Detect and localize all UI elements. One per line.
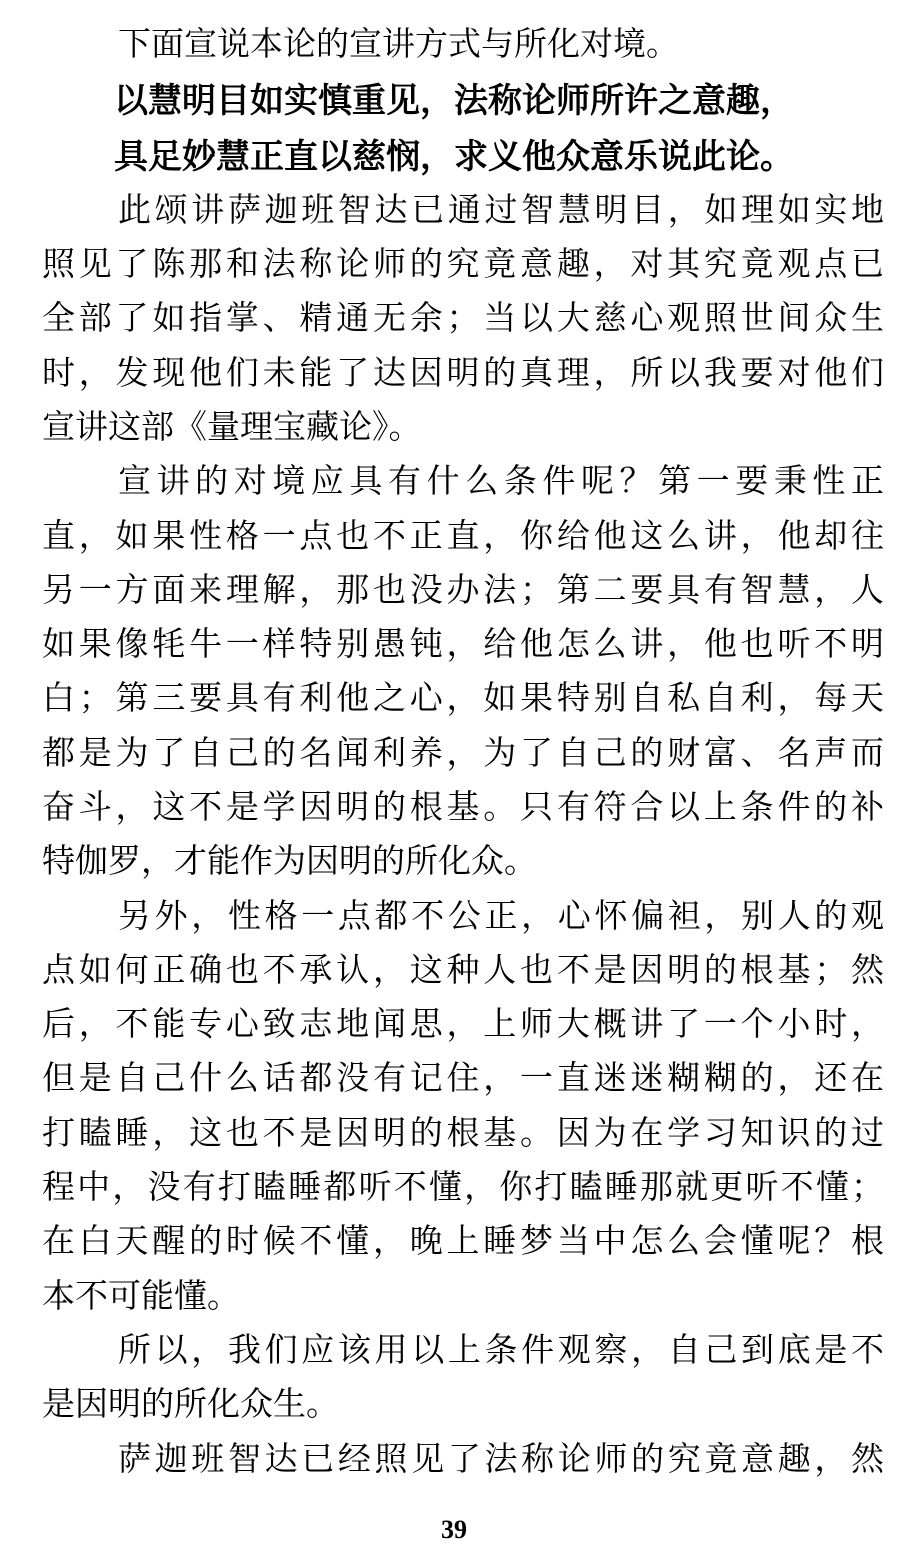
- intro-line: 下面宣说本论的宣讲方式与所化对境。: [118, 24, 679, 63]
- verse-line-1: 以慧明目如实慎重见，法称论师所许之意趣，: [114, 81, 794, 121]
- text-line: 程中，没有打瞌睡都听不懂，你打瞌睡那就更听不懂；: [42, 1167, 884, 1206]
- text-line: 点如何正确也不承认，这种人也不是因明的根基；然: [42, 950, 884, 989]
- text-line: 另一方面来理解，那也没办法；第二要具有智慧，人: [42, 570, 884, 609]
- page-number: 39: [441, 1515, 467, 1544]
- text-line: 宣讲这部《量理宝藏论》。: [42, 407, 422, 446]
- text-line: 所以，我们应该用以上条件观察，自己到底是不: [118, 1330, 884, 1369]
- verse-line-2: 具足妙慧正直以慈悯，求义他众意乐说此论。: [114, 137, 794, 177]
- text-line: 全部了如指掌、精通无余；当以大慈心观照世间众生: [42, 298, 884, 337]
- text-line: 奋斗，这不是学因明的根基。只有符合以上条件的补: [42, 787, 884, 826]
- text-line: 后，不能专心致志地闻思，上师大概讲了一个小时，: [42, 1004, 884, 1043]
- text-line: 如果像牦牛一样特别愚钝，给他怎么讲，他也听不明: [42, 624, 884, 663]
- text-line: 时，发现他们未能了达因明的真理，所以我要对他们: [42, 353, 884, 392]
- text-line: 在白天醒的时候不懂，晚上睡梦当中怎么会懂呢？根: [42, 1221, 884, 1260]
- text-line: 是因明的所化众生。: [42, 1384, 339, 1423]
- text-line: 都是为了自己的名闻利养，为了自己的财富、名声而: [42, 733, 884, 772]
- text-line: 照见了陈那和法称论师的究竟意趣，对其究竟观点已: [42, 244, 884, 283]
- text-line: 另外，性格一点都不公正，心怀偏袒，别人的观: [118, 896, 884, 935]
- text-line: 但是自己什么话都没有记住，一直迷迷糊糊的，还在: [42, 1058, 884, 1097]
- text-line: 特伽罗，才能作为因明的所化众。: [42, 841, 537, 880]
- text-line: 打瞌睡，这也不是因明的根基。因为在学习知识的过: [42, 1113, 884, 1152]
- text-line: 此颂讲萨迦班智达已通过智慧明目，如理如实地: [118, 190, 884, 229]
- text-line: 本不可能懂。: [42, 1276, 240, 1315]
- text-line: 白；第三要具有利他之心，如果特别自私自利，每天: [42, 678, 884, 717]
- text-line: 宣讲的对境应具有什么条件呢？第一要秉性正: [118, 461, 884, 500]
- text-line: 萨迦班智达已经照见了法称论师的究竟意趣，然: [118, 1439, 884, 1478]
- text-line: 直，如果性格一点也不正直，你给他这么讲，他却往: [42, 516, 884, 555]
